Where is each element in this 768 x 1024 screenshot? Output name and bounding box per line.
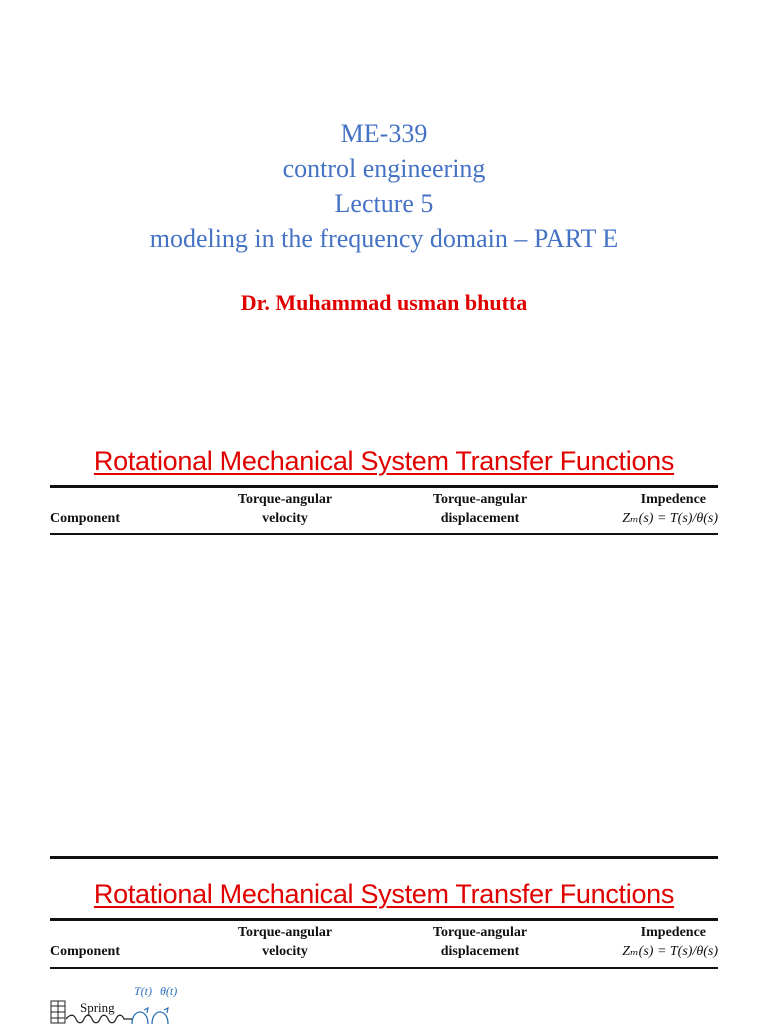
header-torque-displacement-line1: Torque-angular <box>432 492 528 507</box>
header-impedence-line1: Impedence <box>640 925 706 940</box>
spring-figure <box>50 982 200 1024</box>
header-torque-velocity-line1: Torque-angular <box>237 492 333 507</box>
slide2-table-top-rule <box>50 918 718 921</box>
slide2-table-header <box>50 923 718 973</box>
spring-label: Spring <box>80 1000 115 1015</box>
slide1-heading: Rotational Mechanical System Transfer Functions <box>93 446 675 476</box>
header-torque-displacement <box>390 923 570 961</box>
header-impedence-line2: Zₘ(s) = T(s)/θ(s) <box>622 511 718 526</box>
header-torque-velocity-line1: Torque-angular <box>237 925 333 940</box>
header-component: Component <box>50 944 121 959</box>
header-torque-velocity-line2: velocity <box>262 944 308 959</box>
header-torque-displacement <box>390 490 570 528</box>
course-code: ME-339 <box>340 119 428 148</box>
header-impedence-line2: Zₘ(s) = T(s)/θ(s) <box>622 944 718 959</box>
rotation-arrows-icon <box>130 1000 174 1024</box>
title-block <box>0 116 768 256</box>
header-torque-velocity <box>200 490 370 528</box>
header-torque-displacement-line2: displacement <box>440 944 520 959</box>
header-impedence <box>570 490 718 528</box>
torque-symbol: T(t) <box>134 984 152 998</box>
header-torque-velocity-line2: velocity <box>262 511 308 526</box>
slide1-table-top-rule <box>50 485 718 488</box>
slide1-table-header-rule <box>50 533 718 535</box>
header-torque-displacement-line2: displacement <box>440 511 520 526</box>
header-impedence <box>570 923 718 961</box>
lecture-number: Lecture 5 <box>334 189 434 218</box>
slide-divider <box>50 856 718 859</box>
spring-wall-icon <box>50 1000 66 1024</box>
slide2-table-header-rule <box>50 967 718 969</box>
spring-coil-icon <box>66 1014 132 1024</box>
lecture-topic: modeling in the frequency domain – PART E <box>149 224 619 253</box>
header-torque-velocity <box>200 923 370 961</box>
course-name: control engineering <box>282 154 486 183</box>
header-torque-displacement-line1: Torque-angular <box>432 925 528 940</box>
header-impedence-line1: Impedence <box>640 492 706 507</box>
author-name: Dr. Muhammad usman bhutta <box>240 290 528 315</box>
angle-symbol: θ(t) <box>160 984 178 998</box>
header-component: Component <box>50 511 121 526</box>
slide2-heading: Rotational Mechanical System Transfer Functions <box>93 879 675 909</box>
